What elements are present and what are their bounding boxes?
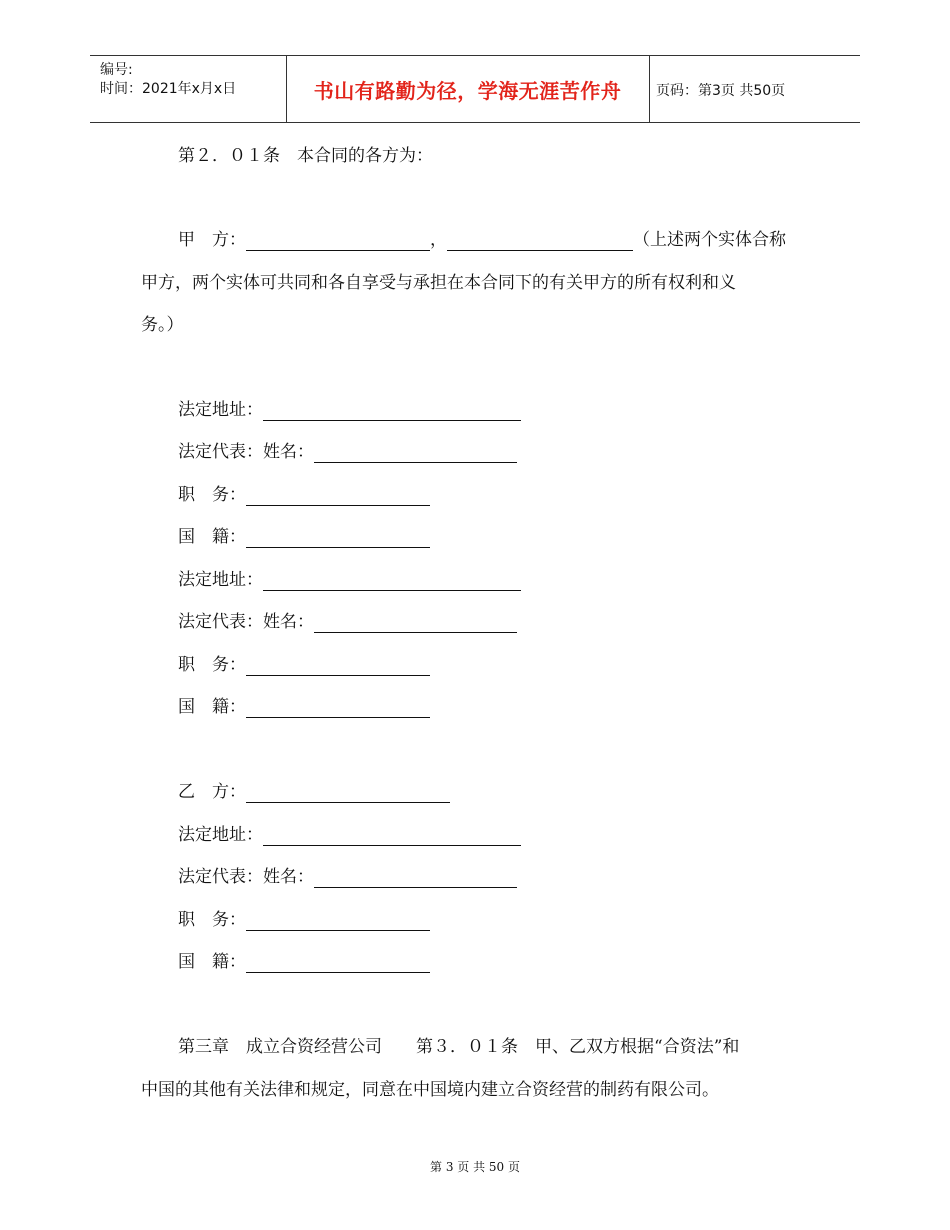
party-a-blank-1[interactable] xyxy=(246,232,430,251)
header-motto-cell xyxy=(286,56,650,122)
party-a-line xyxy=(178,229,786,251)
position-blank[interactable] xyxy=(246,657,430,676)
nationality-blank[interactable] xyxy=(246,529,430,548)
party-b-position-line xyxy=(178,909,430,931)
party-b-line xyxy=(178,781,450,803)
chapter-3-line-1: 第三章 成立合资经营公司 第３．０１条 甲、乙双方根据“合资法”和 xyxy=(178,1037,740,1057)
header-page-info: 页码：第3页 共50页 xyxy=(656,83,786,99)
legal-address-blank[interactable] xyxy=(263,572,521,591)
party-a-note-line-3: 务。） xyxy=(141,315,184,335)
legal-rep-label: 法定代表：姓名： xyxy=(178,442,314,462)
legal-address-label: 法定地址： xyxy=(178,570,263,590)
nationality-blank[interactable] xyxy=(246,954,430,973)
legal-rep-name-blank[interactable] xyxy=(314,444,517,463)
legal-rep-label: 法定代表：姓名： xyxy=(178,867,314,887)
document-number-label: 编号: xyxy=(100,62,133,78)
page-footer: 第 3 页 共 50 页 xyxy=(430,1160,520,1174)
party-b-label: 乙 方： xyxy=(178,782,246,802)
party-a-label: 甲 方： xyxy=(178,230,246,250)
legal-address-label: 法定地址： xyxy=(178,825,263,845)
page-header xyxy=(90,55,860,123)
comma-separator: ， xyxy=(430,230,447,250)
entity-2-address-line xyxy=(178,569,521,591)
party-a-note-start: （上述两个实体合称 xyxy=(633,230,786,250)
legal-rep-label: 法定代表：姓名： xyxy=(178,612,314,632)
entity-1-nationality-line xyxy=(178,526,430,548)
nationality-label: 国 籍： xyxy=(178,527,246,547)
entity-2-rep-line xyxy=(178,611,517,633)
entity-1-position-line xyxy=(178,484,430,506)
nationality-label: 国 籍： xyxy=(178,952,246,972)
party-b-blank[interactable] xyxy=(246,784,450,803)
party-b-rep-line xyxy=(178,866,517,888)
nationality-blank[interactable] xyxy=(246,699,430,718)
legal-rep-name-blank[interactable] xyxy=(314,614,517,633)
entity-1-rep-line xyxy=(178,441,517,463)
header-meta-cell xyxy=(90,56,287,122)
position-label: 职 务： xyxy=(178,910,246,930)
party-b-address-line xyxy=(178,824,521,846)
chapter-3-line-2: 中国的其他有关法律和规定，同意在中国境内建立合资经营的制药有限公司。 xyxy=(141,1080,719,1100)
article-2-01: 第２．０１条 本合同的各方为： xyxy=(178,146,433,166)
entity-1-address-line xyxy=(178,399,521,421)
header-motto: 书山有路勤为径，学海无涯苦作舟 xyxy=(313,78,622,103)
legal-address-blank[interactable] xyxy=(263,827,521,846)
party-a-note-line-2: 甲方，两个实体可共同和各自享受与承担在本合同下的有关甲方的所有权利和义 xyxy=(141,273,736,293)
entity-2-position-line xyxy=(178,654,430,676)
party-b-nationality-line xyxy=(178,951,430,973)
party-a-blank-2[interactable] xyxy=(447,232,633,251)
position-label: 职 务： xyxy=(178,655,246,675)
position-blank[interactable] xyxy=(246,912,430,931)
position-blank[interactable] xyxy=(246,487,430,506)
entity-2-nationality-line xyxy=(178,696,430,718)
legal-address-blank[interactable] xyxy=(263,402,521,421)
legal-rep-name-blank[interactable] xyxy=(314,869,517,888)
legal-address-label: 法定地址： xyxy=(178,400,263,420)
nationality-label: 国 籍： xyxy=(178,697,246,717)
position-label: 职 务： xyxy=(178,485,246,505)
document-time-label: 时间：2021年x月x日 xyxy=(100,81,237,97)
